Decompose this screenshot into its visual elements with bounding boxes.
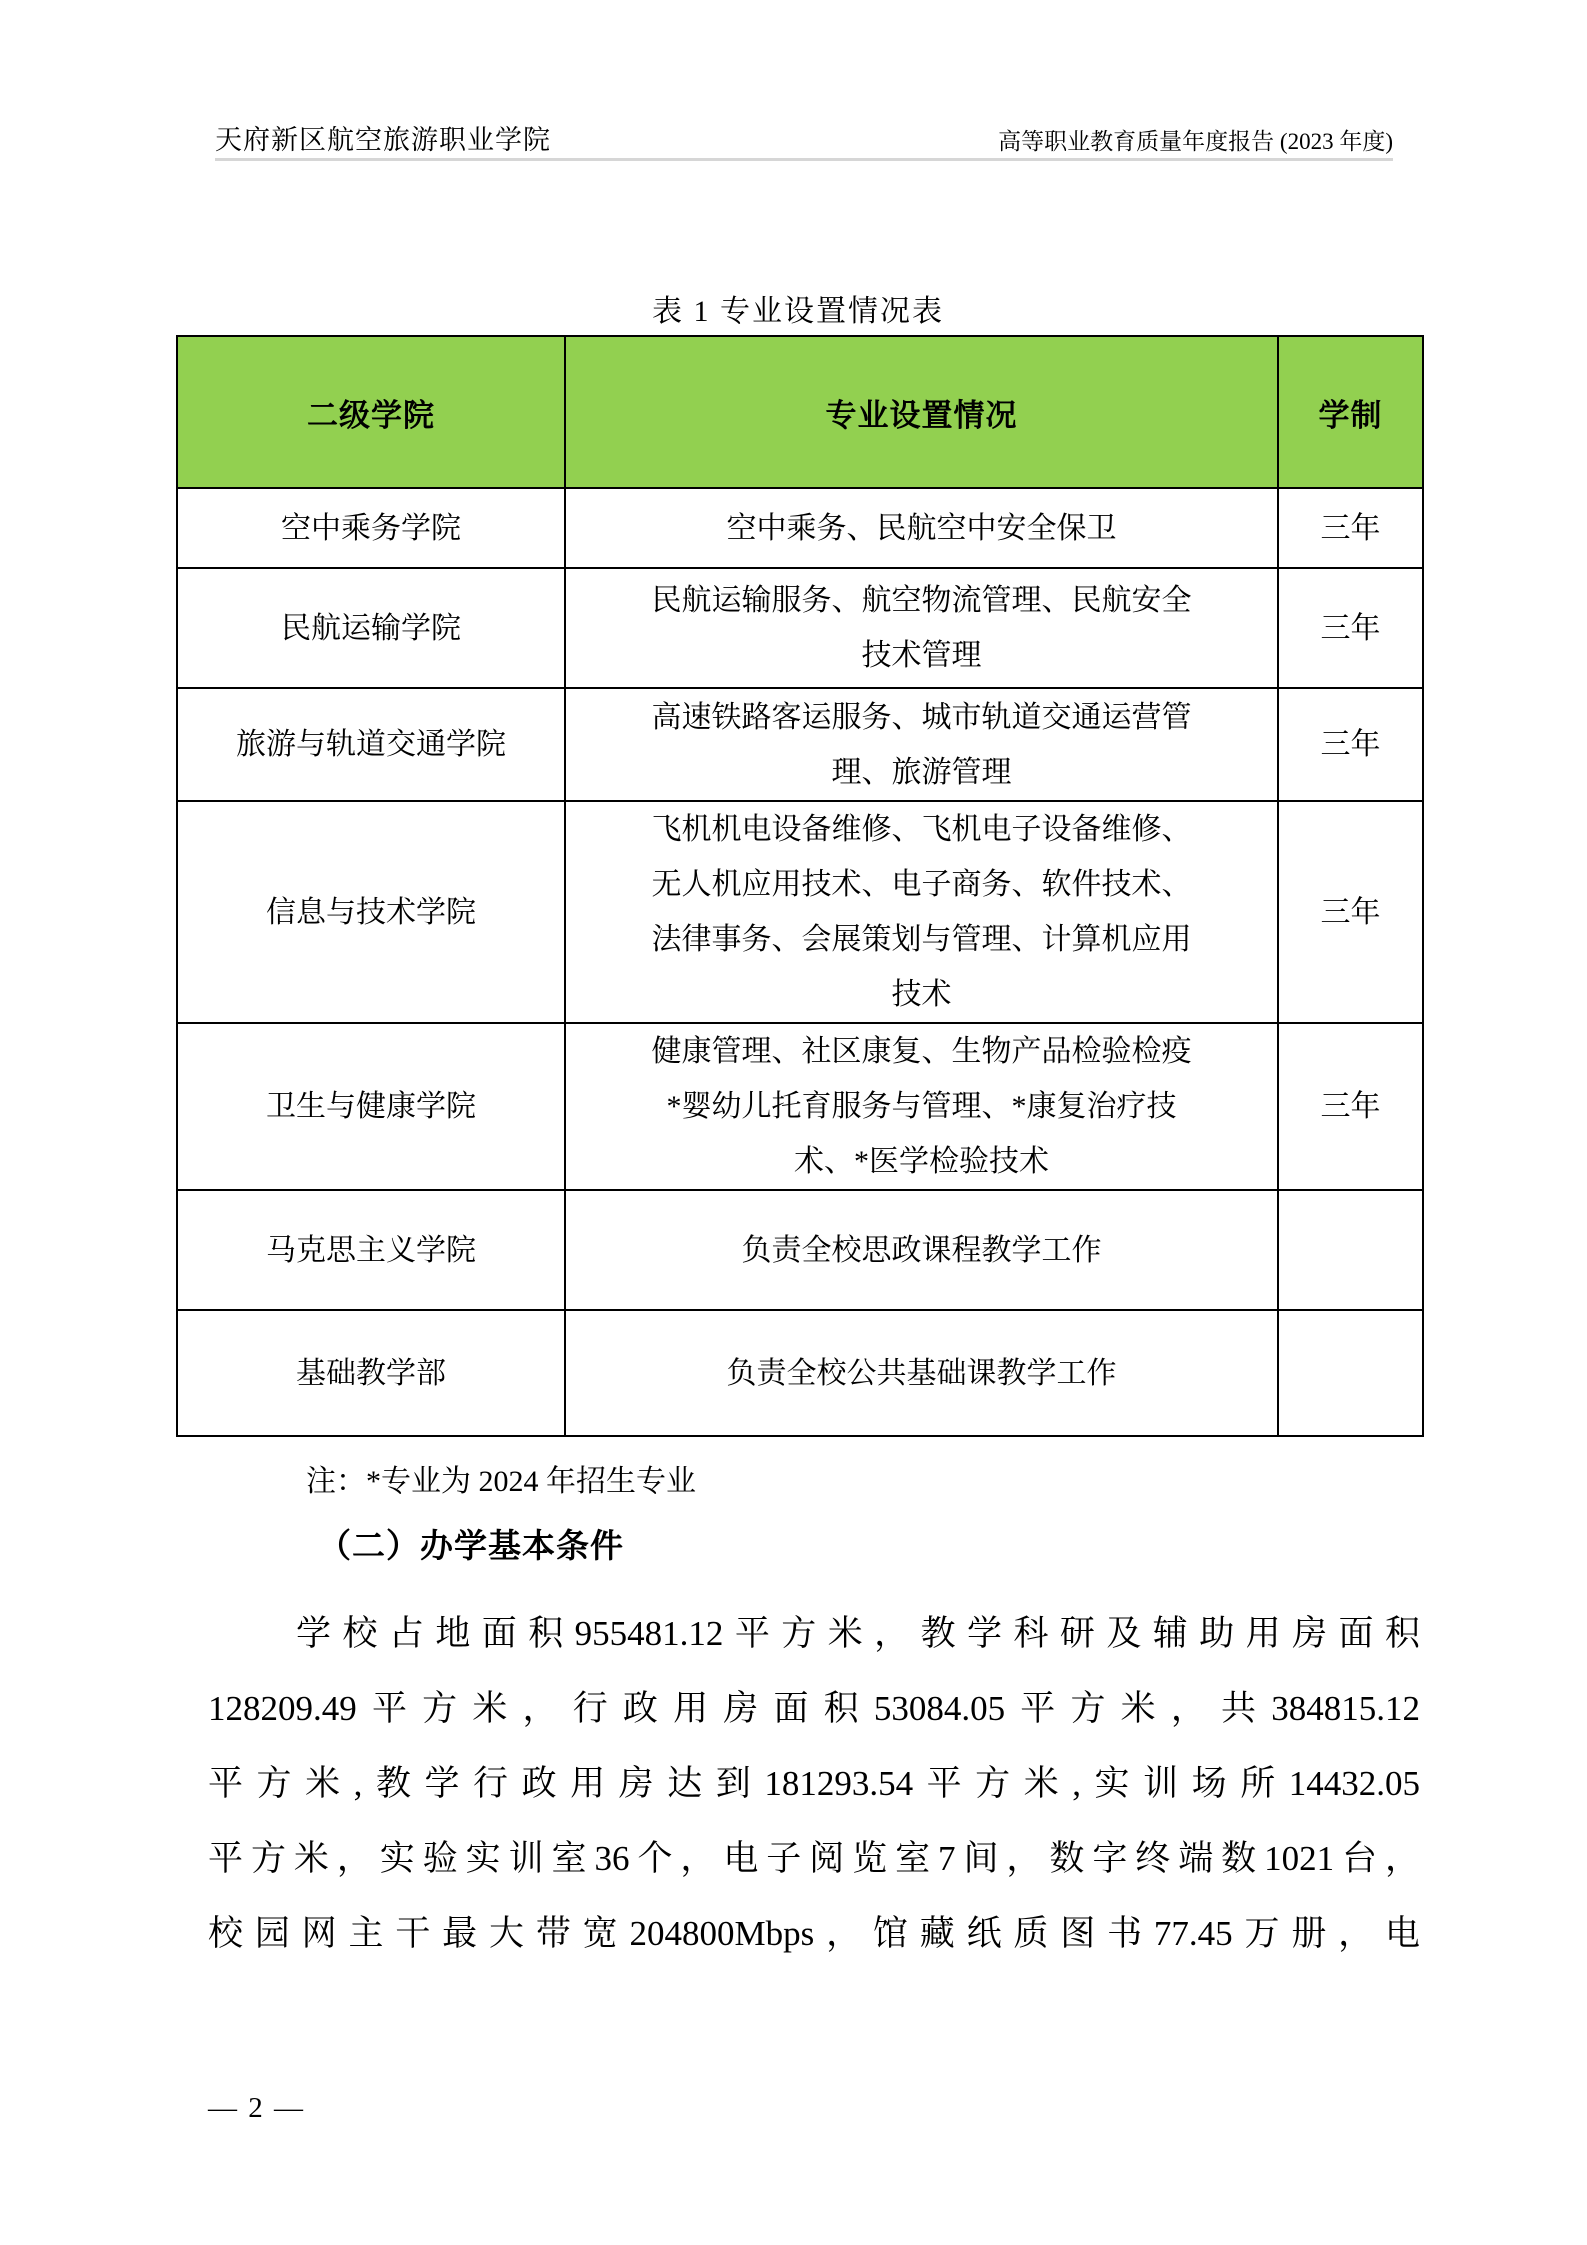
table-row — [177, 1310, 1423, 1436]
college-cell: 民航运输学院 — [177, 568, 565, 688]
table-row — [177, 1190, 1423, 1310]
header-rule — [215, 158, 1393, 161]
page-header — [215, 118, 1393, 157]
majors-cell: 负责全校思政课程教学工作 — [565, 1190, 1278, 1310]
page-header-report-title: 高等职业教育质量年度报告 (2023 年度) — [998, 129, 1393, 154]
college-cell: 基础教学部 — [177, 1310, 565, 1436]
duration-cell: 三年 — [1278, 1023, 1423, 1190]
table-row — [177, 488, 1423, 568]
college-cell: 卫生与健康学院 — [177, 1023, 565, 1190]
paragraph-line: 平方米，实验实训室36个，电子阅览室7间，数字终端数1021台， — [208, 1839, 1420, 1878]
duration-cell: 三年 — [1278, 568, 1423, 688]
college-cell: 信息与技术学院 — [177, 801, 565, 1023]
column-header-majors: 专业设置情况 — [565, 336, 1278, 488]
body-paragraph — [208, 1596, 1420, 1971]
college-cell: 空中乘务学院 — [177, 488, 565, 568]
table-header-row — [177, 336, 1423, 488]
majors-cell: 飞机机电设备维修、飞机电子设备维修、无人机应用技术、电子商务、软件技术、法律事务、会展策划与管理、计算机应用技术 — [565, 801, 1278, 1023]
majors-cell: 健康管理、社区康复、生物产品检验检疫*婴幼儿托育服务与管理、*康复治疗技术、*医学检验技术 — [565, 1023, 1278, 1190]
majors-cell: 负责全校公共基础课教学工作 — [565, 1310, 1278, 1436]
table-row — [177, 1023, 1423, 1190]
college-cell: 马克思主义学院 — [177, 1190, 565, 1310]
majors-cell: 民航运输服务、航空物流管理、民航安全技术管理 — [565, 568, 1278, 688]
table-title: 表 1 专业设置情况表 — [652, 295, 944, 328]
column-header-college: 二级学院 — [177, 336, 565, 488]
paragraph-line: 学校占地面积955481.12平方米，教学科研及辅助用房面积 — [296, 1614, 1420, 1653]
table-row — [177, 568, 1423, 688]
paragraph-line: 校园网主干最大带宽204800Mbps，馆藏纸质图书77.45万册，电 — [208, 1914, 1420, 1953]
column-header-duration: 学制 — [1278, 336, 1423, 488]
majors-cell: 空中乘务、民航空中安全保卫 — [565, 488, 1278, 568]
page-header-school-name: 天府新区航空旅游职业学院 — [215, 125, 551, 155]
table-row — [177, 688, 1423, 801]
college-cell: 旅游与轨道交通学院 — [177, 688, 565, 801]
duration-cell: 三年 — [1278, 688, 1423, 801]
duration-cell: 三年 — [1278, 801, 1423, 1023]
table-note: 注：*专业为 2024 年招生专业 — [306, 1465, 696, 1498]
page-number: — 2 — — [208, 2092, 305, 2124]
duration-cell: 三年 — [1278, 488, 1423, 568]
majors-table — [176, 335, 1424, 1437]
section-heading: （二）办学基本条件 — [318, 1529, 624, 1565]
table-row — [177, 801, 1423, 1023]
majors-cell: 高速铁路客运服务、城市轨道交通运营管理、旅游管理 — [565, 688, 1278, 801]
duration-cell — [1278, 1190, 1423, 1310]
paragraph-line: 128209.49平方米，行政用房面积53084.05平方米，共384815.12 — [208, 1689, 1420, 1728]
duration-cell — [1278, 1310, 1423, 1436]
paragraph-line: 平方米,教学行政用房达到181293.54平方米,实训场所14432.05 — [208, 1764, 1420, 1803]
